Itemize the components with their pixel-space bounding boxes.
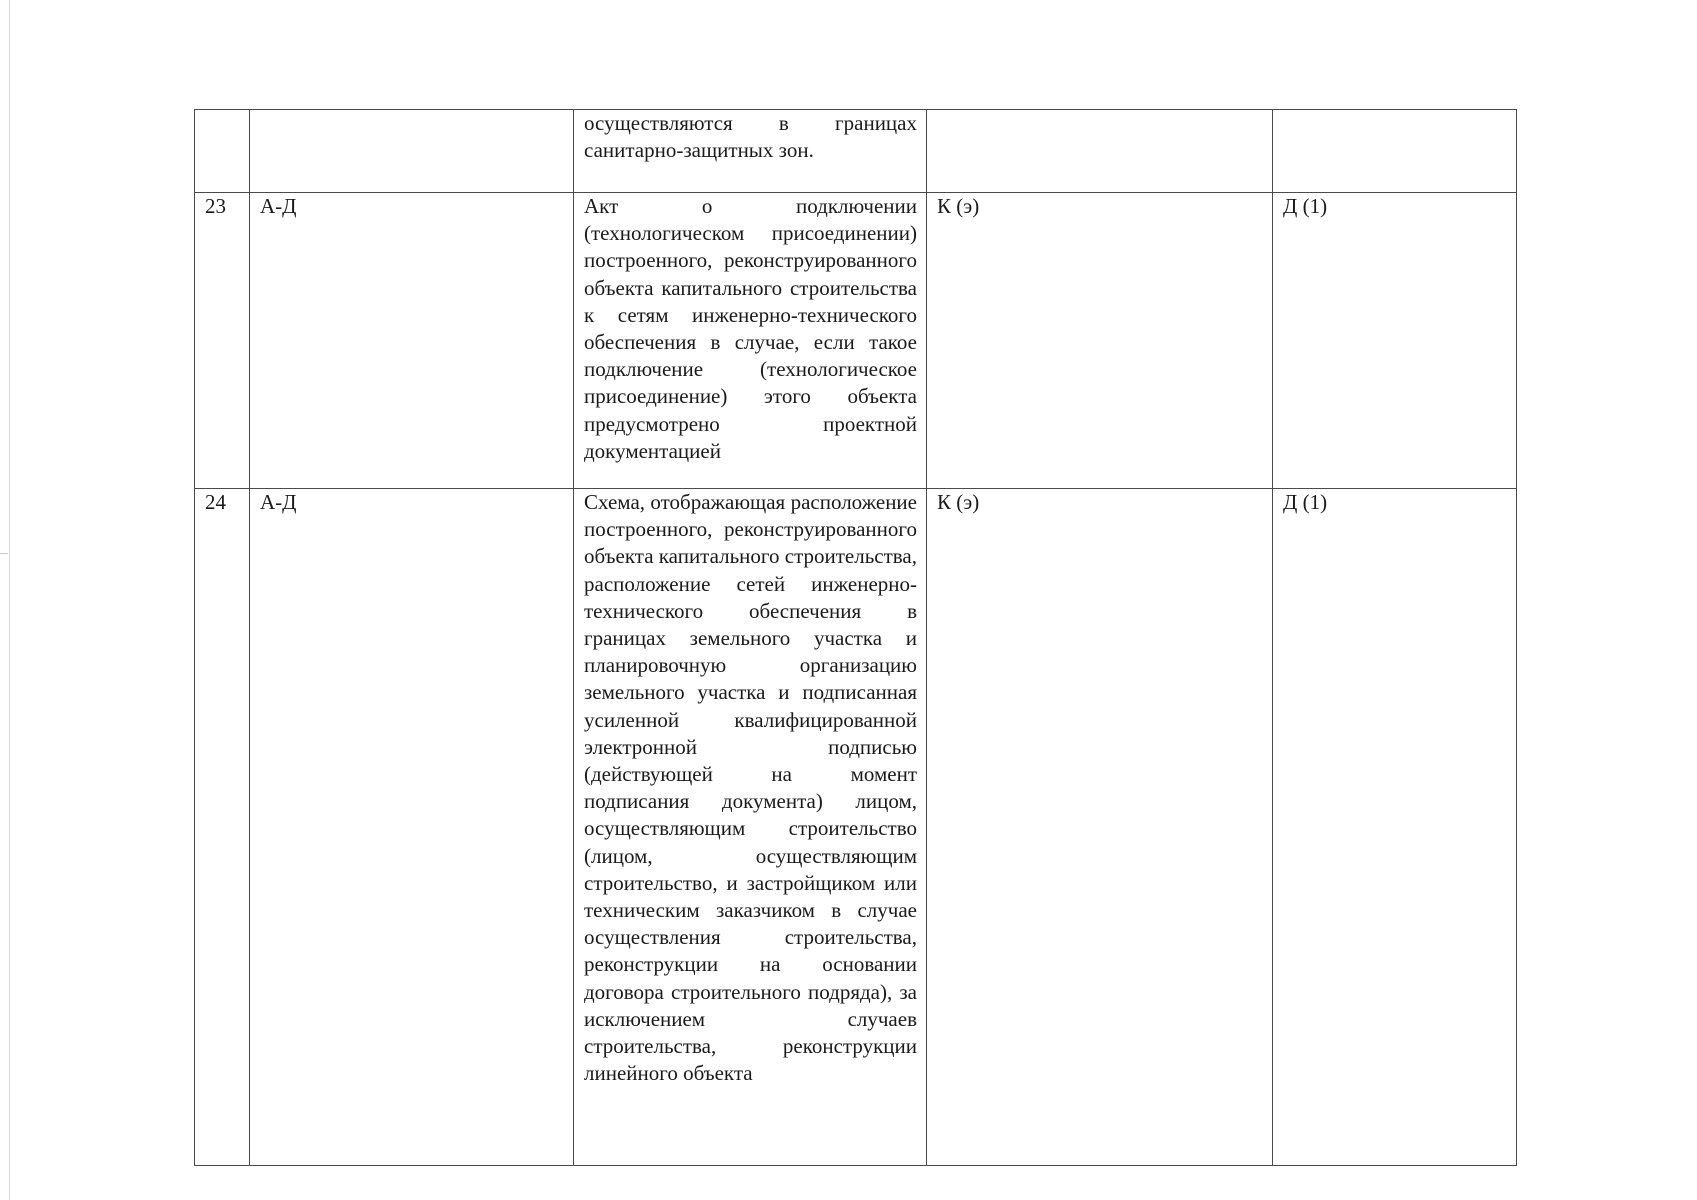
row-form-cell: К (э) — [927, 489, 1273, 1166]
scan-margin-tick — [0, 553, 8, 554]
table-row-continuation — [195, 110, 1517, 193]
row-requirement-cell — [1273, 110, 1517, 193]
row-type-cell: А-Д — [250, 489, 574, 1166]
row-description-cell: Схема, отображающая расположение построенного, реконструированного объекта капитального строительства, расположение сетей инженерно-технического обеспечения в границах земельного участка и планировочную организацию земельного участка и подписанная усиленной квалифицированной электронной подписью (действующей на момент подписания документа) лицом, осуществляющим строительство (лицом, осуществляющим строительство, и застройщиком или техническим заказчиком в случае осуществления строительства, реконструкции на основании договора строительного подряда), за исключением случаев строительства, реконструкции линейного объекта — [574, 489, 927, 1166]
document-table — [194, 109, 1517, 1166]
row-requirement-cell: Д (1) — [1273, 489, 1517, 1166]
row-type-cell: А-Д — [250, 193, 574, 489]
row-number-cell — [195, 110, 250, 193]
row-form-cell: К (э) — [927, 193, 1273, 489]
row-requirement-cell: Д (1) — [1273, 193, 1517, 489]
row-description-cell: Акт о подключении (технологическом присоединении) построенного, реконструированного объекта капитального строительства к сетям инженерно-технического обеспечения в случае, если такое подключение (технологическое присоединение) этого объекта предусмотрено проектной документацией — [574, 193, 927, 489]
row-description-cell: осуществляются в границах санитарно-защитных зон. — [574, 110, 927, 193]
scan-edge-line — [9, 0, 10, 1200]
table-row-23 — [195, 193, 1517, 489]
row-number-cell: 23 — [195, 193, 250, 489]
table-row-24 — [195, 489, 1517, 1166]
row-type-cell — [250, 110, 574, 193]
row-number-cell: 24 — [195, 489, 250, 1166]
row-form-cell — [927, 110, 1273, 193]
